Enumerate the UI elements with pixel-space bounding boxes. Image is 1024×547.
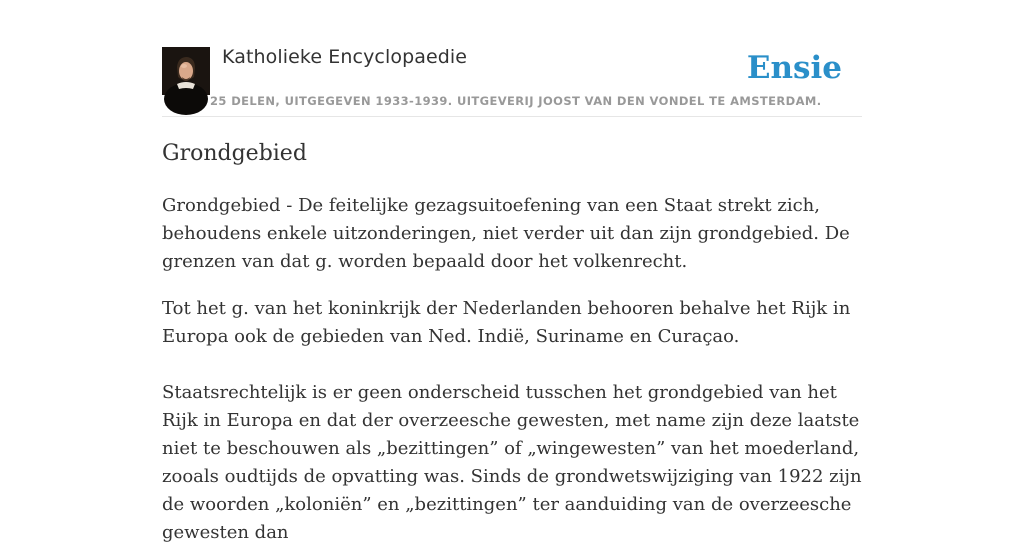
source-meta: 25 DELEN, UITGEGEVEN 1933-1939. UITGEVERIJ JOOST VAN DEN VONDEL TE AMSTERDAM. <box>210 94 822 108</box>
brand-logo[interactable]: Ensie <box>746 50 842 86</box>
article-title: Grondgebied <box>162 141 307 166</box>
article-paragraph-3: Staatsrechtelijk is er geen onderscheid tusschen het grondgebied van het Rijk in Europa en dat der overzeesche gewesten, met name zijn deze laatste niet te beschouwen als „bezittingen” of „wingewesten” van het moederland, zooals oudtijds de opvatting was. Sinds de grondwetswijziging van 1922 zijn de woorden „koloniën” en „bezittingen” ter aanduiding van de overzeesche gewesten dan <box>162 382 862 543</box>
source-header <box>162 44 862 117</box>
source-avatar[interactable] <box>162 47 210 95</box>
article-paragraph-1: Grondgebied - De feitelijke gezagsuitoefening van een Staat strekt zich, behoudens enkele uitzonderingen, niet verder uit dan zijn grondgebied. De grenzen van dat g. worden bepaald door het volkenrecht. <box>162 195 850 272</box>
portrait-icon <box>162 47 210 95</box>
article-paragraph-2: Tot het g. van het koninkrijk der Nederlanden behooren behalve het Rijk in Europa ook de gebieden van Ned. Indië, Suriname en Curaçao. <box>162 298 851 347</box>
source-title[interactable]: Katholieke Encyclopaedie <box>222 46 468 68</box>
article <box>162 138 862 547</box>
